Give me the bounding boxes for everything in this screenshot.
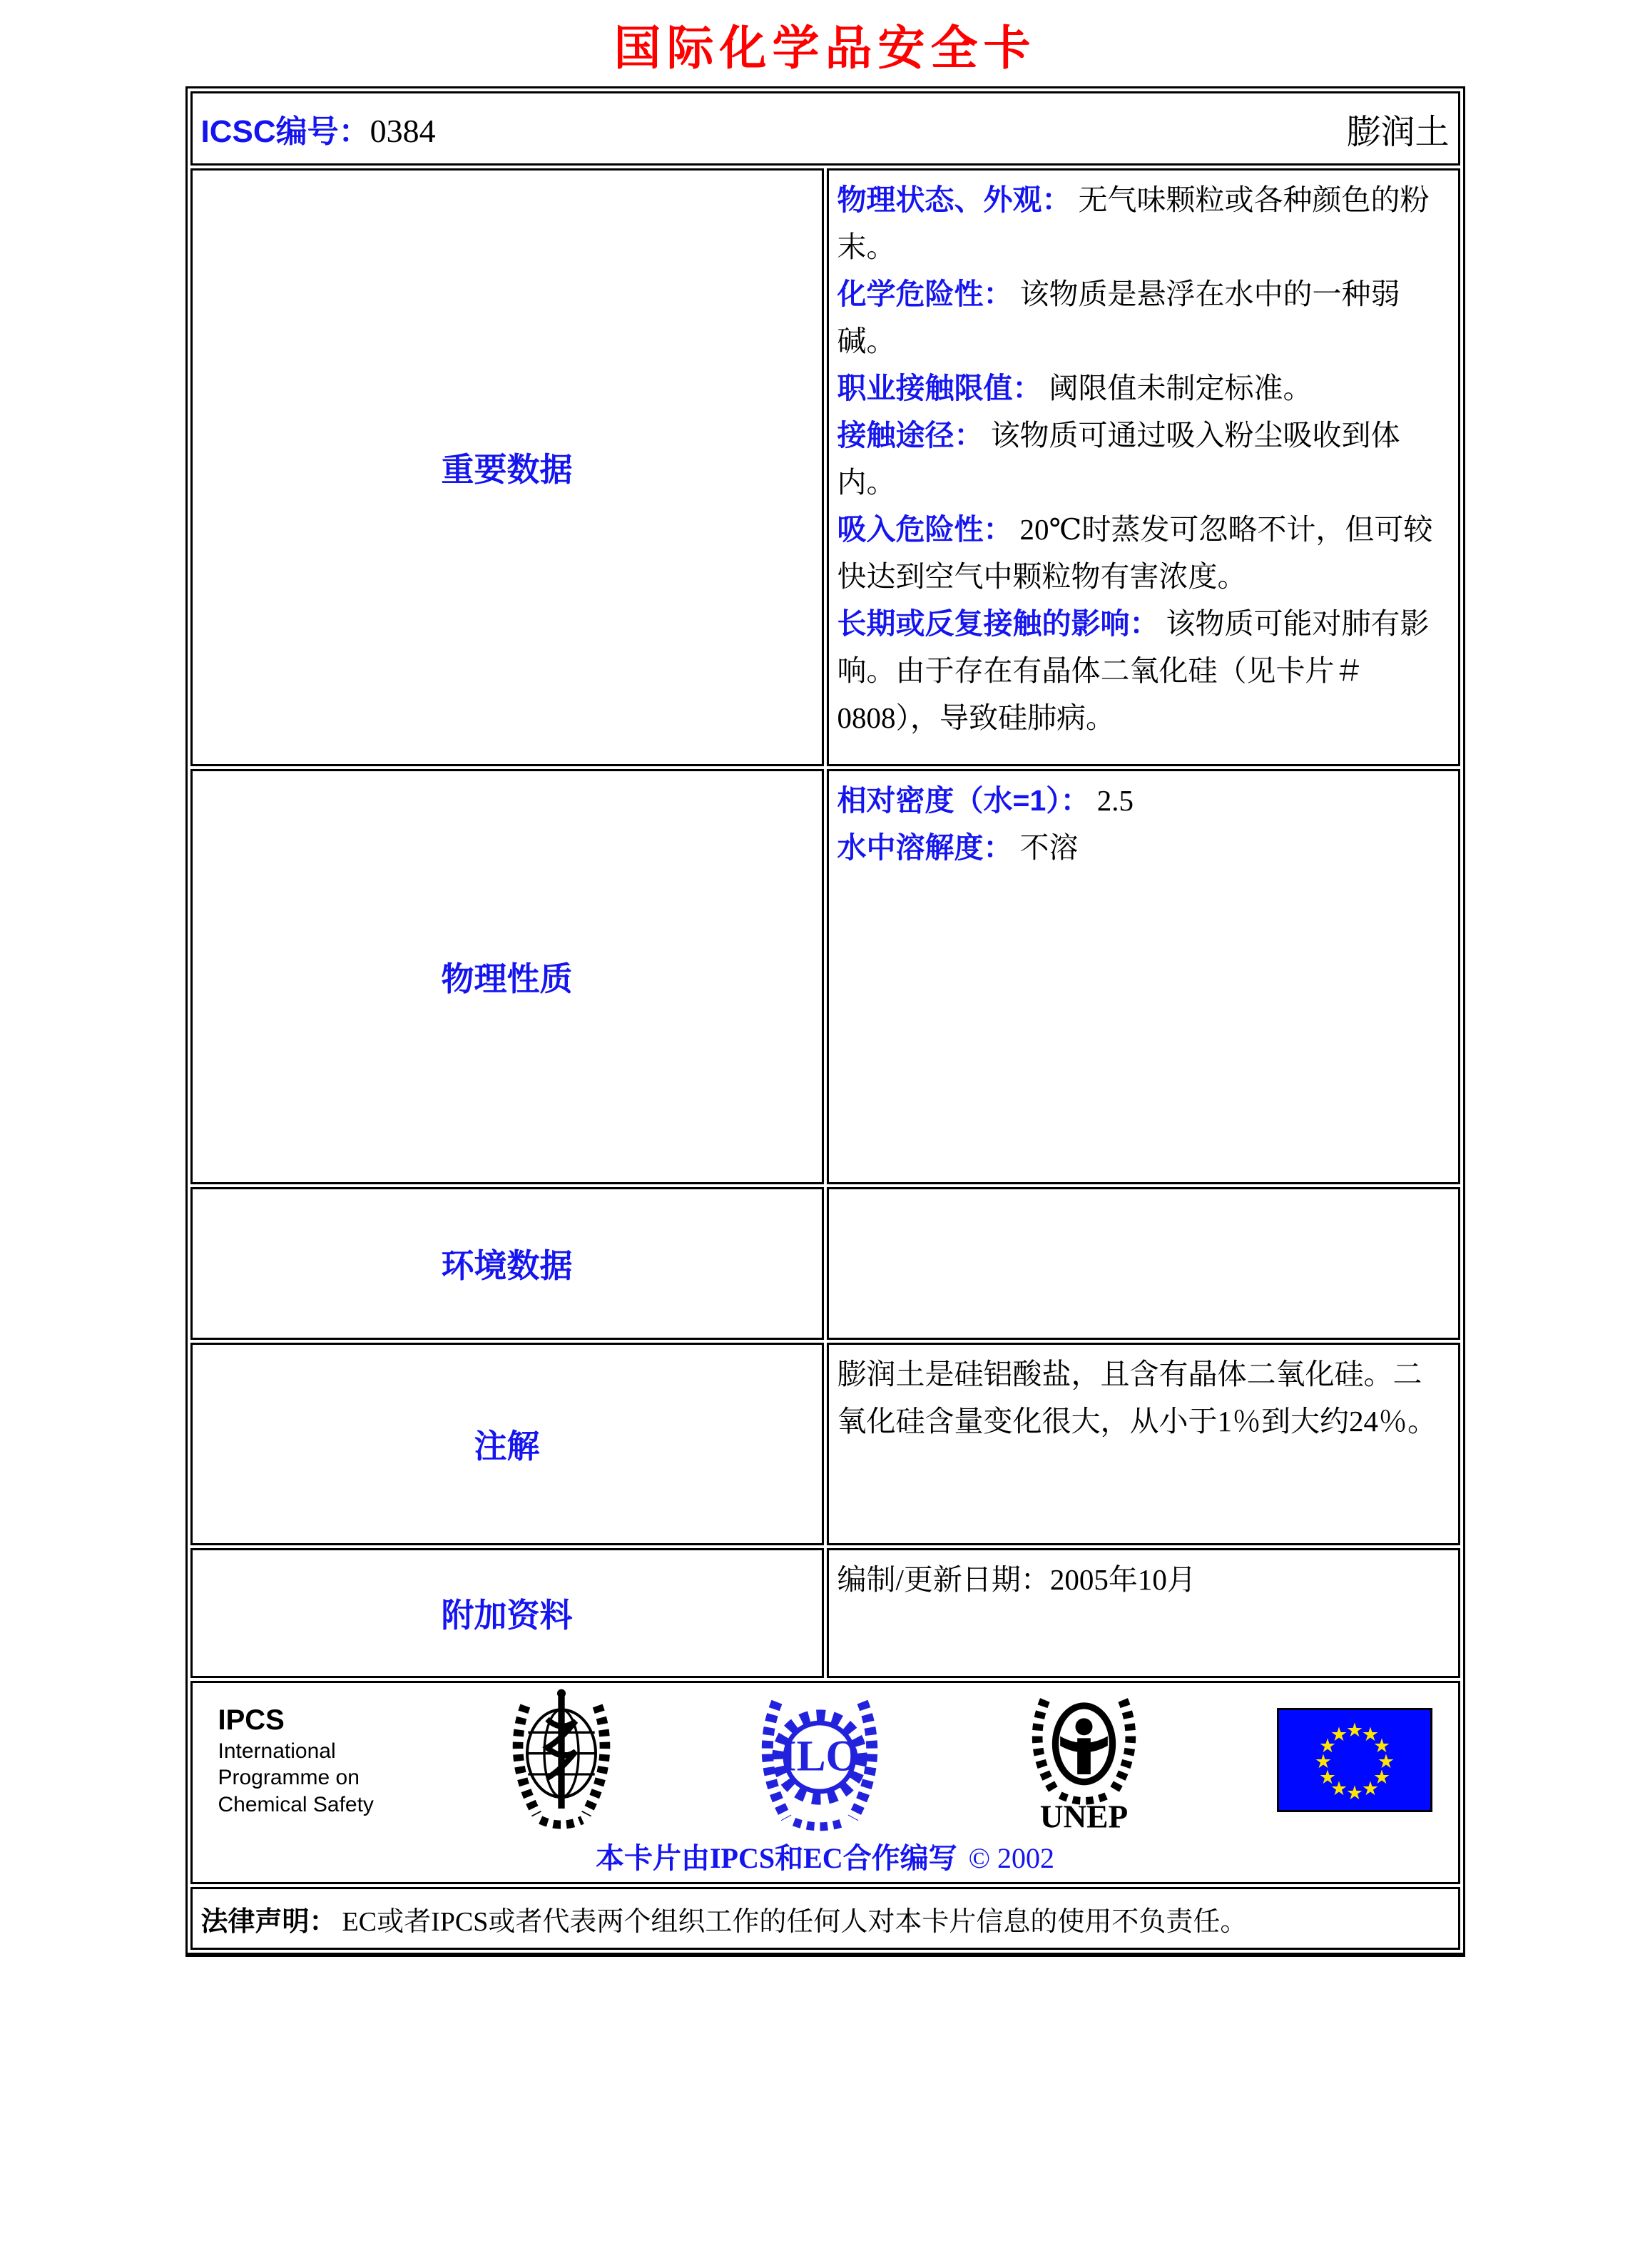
section-label-important-data: 重要数据 xyxy=(190,168,824,766)
svg-text:★: ★ xyxy=(1345,1782,1363,1804)
footer-caption-text: 本卡片由IPCS和EC合作编写 xyxy=(595,1842,957,1874)
notes-content xyxy=(827,1343,1460,1545)
eu-flag-icon xyxy=(1277,1708,1432,1812)
icsc-number-group xyxy=(201,106,436,151)
legal-text: EC或者IPCS或者代表两个组织工作的任何人对本卡片信息的使用不负责任。 xyxy=(342,1906,1248,1937)
physical-properties-row xyxy=(190,769,1460,1184)
svg-text:★: ★ xyxy=(1330,1724,1348,1746)
who-logo-icon xyxy=(504,1689,618,1831)
important-data-row xyxy=(190,168,1460,766)
item-notes-text: 膨润土是硅铝酸盐，且含有晶体二氧化硅。二氧化硅含量变化很大，从小于1％到大约24％。 xyxy=(837,1358,1437,1438)
svg-text:★: ★ xyxy=(1318,1735,1336,1757)
legal-row xyxy=(190,1887,1460,1950)
svg-text:★: ★ xyxy=(1373,1766,1390,1789)
chemical-name: 膨润土 xyxy=(1346,113,1450,151)
page-title: 国际化学品安全卡 xyxy=(613,21,1037,74)
ipcs-title: IPCS xyxy=(218,1704,285,1736)
svg-text:★: ★ xyxy=(1345,1719,1363,1741)
ipcs-subtitle-line1: International xyxy=(218,1739,336,1763)
ipcs-subtitle-line2: Programme on xyxy=(218,1766,360,1790)
ipcs-subtitle-line3: Chemical Safety xyxy=(218,1792,374,1816)
section-label-environmental-data: 环境数据 xyxy=(190,1187,824,1340)
additional-info-row xyxy=(190,1548,1460,1678)
svg-text:★: ★ xyxy=(1361,1778,1379,1800)
section-label-notes: 注解 xyxy=(190,1343,824,1545)
icsc-number-label: ICSC编号： xyxy=(200,114,370,149)
physical-properties-content xyxy=(827,769,1460,1184)
footer-copyright: © 2002 xyxy=(968,1842,1055,1874)
svg-text:★: ★ xyxy=(1373,1735,1390,1757)
logos-row xyxy=(190,1681,1460,1884)
item-physical-state: 物理状态、外观： 无气味颗粒或各种颜色的粉末。 xyxy=(837,183,1430,263)
ipcs-text-block xyxy=(218,1702,374,1819)
logos-cell xyxy=(190,1681,1460,1884)
environmental-data-content xyxy=(827,1187,1460,1340)
item-chemical-hazard: 化学危险性： 该物质是悬浮在水中的一种弱碱。 xyxy=(837,278,1400,357)
additional-info-content xyxy=(827,1548,1460,1678)
item-inhalation-risk: 吸入危险性： 20℃时蒸发可忽略不计，但可较快达到空气中颗粒物有害浓度。 xyxy=(837,513,1433,593)
item-relative-density: 相对密度（水=1）： 2.5 xyxy=(837,784,1134,817)
svg-text:UNEP: UNEP xyxy=(1039,1799,1129,1831)
svg-text:★: ★ xyxy=(1361,1724,1379,1746)
icsc-number-value: 0384 xyxy=(370,113,436,149)
svg-text:★: ★ xyxy=(1318,1766,1336,1789)
footer-caption xyxy=(201,1836,1450,1876)
legal-label: 法律声明： xyxy=(200,1906,337,1937)
svg-text:★: ★ xyxy=(1377,1751,1395,1773)
environmental-data-row xyxy=(190,1187,1460,1340)
svg-text:ILO: ILO xyxy=(779,1731,860,1781)
icsc-card-table xyxy=(185,86,1465,1957)
header-cell xyxy=(190,91,1460,166)
ilo-logo-icon xyxy=(748,1689,891,1831)
header-row xyxy=(190,91,1460,166)
unep-logo-icon xyxy=(1022,1689,1146,1831)
item-occupational-limit: 职业接触限值： 阈限值未制定标准。 xyxy=(837,372,1313,405)
important-data-content xyxy=(827,168,1460,766)
notes-row xyxy=(190,1343,1460,1545)
section-label-additional-info: 附加资料 xyxy=(190,1548,824,1678)
item-update-date: 编制/更新日期：2005年10月 xyxy=(837,1563,1196,1596)
section-label-physical-properties: 物理性质 xyxy=(190,769,824,1184)
legal-cell xyxy=(190,1887,1460,1950)
svg-text:★: ★ xyxy=(1330,1778,1348,1800)
item-exposure-route: 接触途径： 该物质可通过吸入粉尘吸收到体内。 xyxy=(837,419,1400,499)
item-long-term-effects: 长期或反复接触的影响： 该物质可能对肺有影响。由于存在有晶体二氧化硅（见卡片＃0808），导致硅肺病。 xyxy=(837,607,1430,734)
item-water-solubility: 水中溶解度： 不溶 xyxy=(837,831,1079,864)
svg-text:★: ★ xyxy=(1314,1751,1332,1773)
